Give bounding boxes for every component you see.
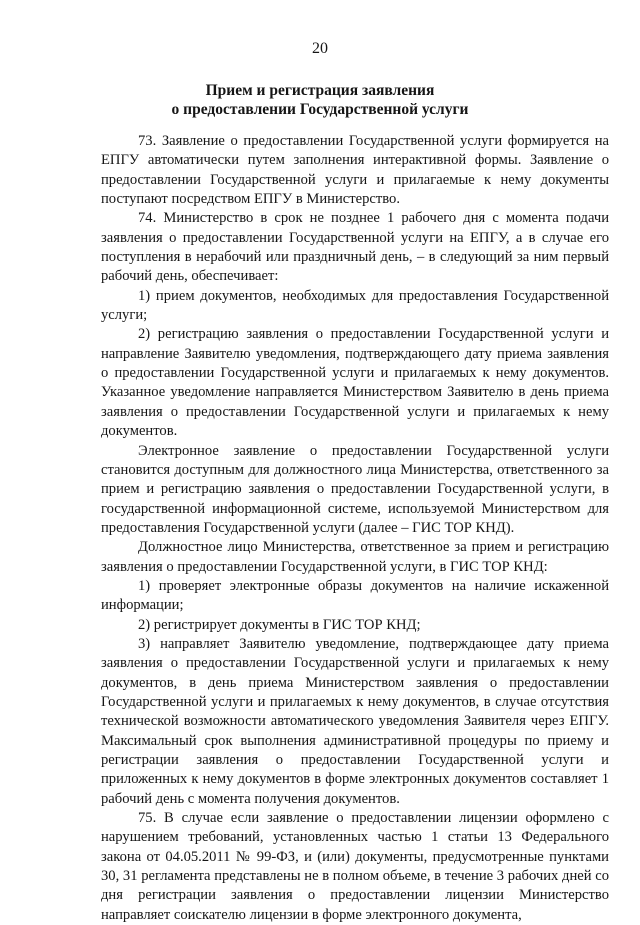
list-item-2-register-documents: 2) регистрирует документы в ГИС ТОР КНД;	[138, 616, 421, 633]
document-body	[101, 132, 609, 925]
paragraph-74: 74. Министерство в срок не позднее 1 рабочего дня с момента подачи заявления о предоставлении Государственной услуги на ЕПГУ, а в случае его поступления в нерабочий или праздничный день, – в следующий за ним первый рабочий день, обеспечивает:	[101, 210, 609, 285]
paragraph-official-duties: Должностное лицо Министерства, ответственное за прием и регистрацию заявления о предоставлении Государственной услуги, в ГИС ТОР КНД:	[101, 539, 609, 575]
paragraph-75: 75. В случае если заявление о предоставлении лицензии оформлено с нарушением требований, установленных частью 1 статьи 13 Федерального закона от 04.05.2011 № 99-ФЗ, и (или) документы, предусмотренные пунктами 30, 31 регламента представлены не в полном объеме, в течение 3 рабочих дней со дня регистрации заявления о предоставлении лицензии Министерство направляет соискателю лицензии в форме электронного документа,	[101, 810, 609, 923]
paragraph-electronic-application: Электронное заявление о предоставлении Государственной услуги становится доступным для должностного лица Министерства, ответственного за прием и регистрацию заявления о предоставлении Государственной услуги, в государственной информационной системе, используемой Министерством для предоставления Государственной услуги (далее – ГИС ТОР КНД).	[101, 442, 609, 536]
list-item-1-reception: 1) прием документов, необходимых для предоставления Государственной услуги;	[101, 287, 609, 324]
section-title-line-1: Прием и регистрация заявления	[205, 82, 435, 99]
section-title	[0, 81, 640, 119]
list-item-3-send-notification: 3) направляет Заявителю уведомление, подтверждающее дату приема заявления о предоставлении Государственной услуги и прилагаемых к нему документов, в день приема Министерством заявления о предоставлении Государственной услуги и прилагаемых к нему документов, в случае отсутствия технической возможности автоматического уведомления Заявителя через ЕПГУ. Максимальный срок выполнения административной процедуры по приему и регистрации заявления о предоставлении Государственной услуги и приложенных к нему документов в форме электронных документов составляет 1 рабочий день с момента получения документов.	[101, 635, 609, 807]
list-item-2-registration: 2) регистрацию заявления о предоставлении Государственной услуги и направление Заявителю уведомления, подтверждающего дату приема заявления о предоставлении Государственной услуги и прилагаемых к нему документов. Указанное уведомление направляется Министерством Заявителю в день приема заявления о предоставлении Государственной услуги и прилагаемых к нему документов.	[101, 326, 609, 440]
section-title-line-2: о предоставлении Государственной услуги	[171, 101, 469, 118]
page-number: 20	[312, 40, 328, 57]
list-item-1-check-images: 1) проверяет электронные образы документов на наличие искаженной информации;	[101, 577, 609, 614]
paragraph-73: 73. Заявление о предоставлении Государственной услуги формируется на ЕПГУ автоматически путем заполнения интерактивной формы. Заявление о предоставлении Государственной услуги и прилагаемые к нему документы поступают посредством ЕПГУ в Министерство.	[101, 133, 609, 208]
